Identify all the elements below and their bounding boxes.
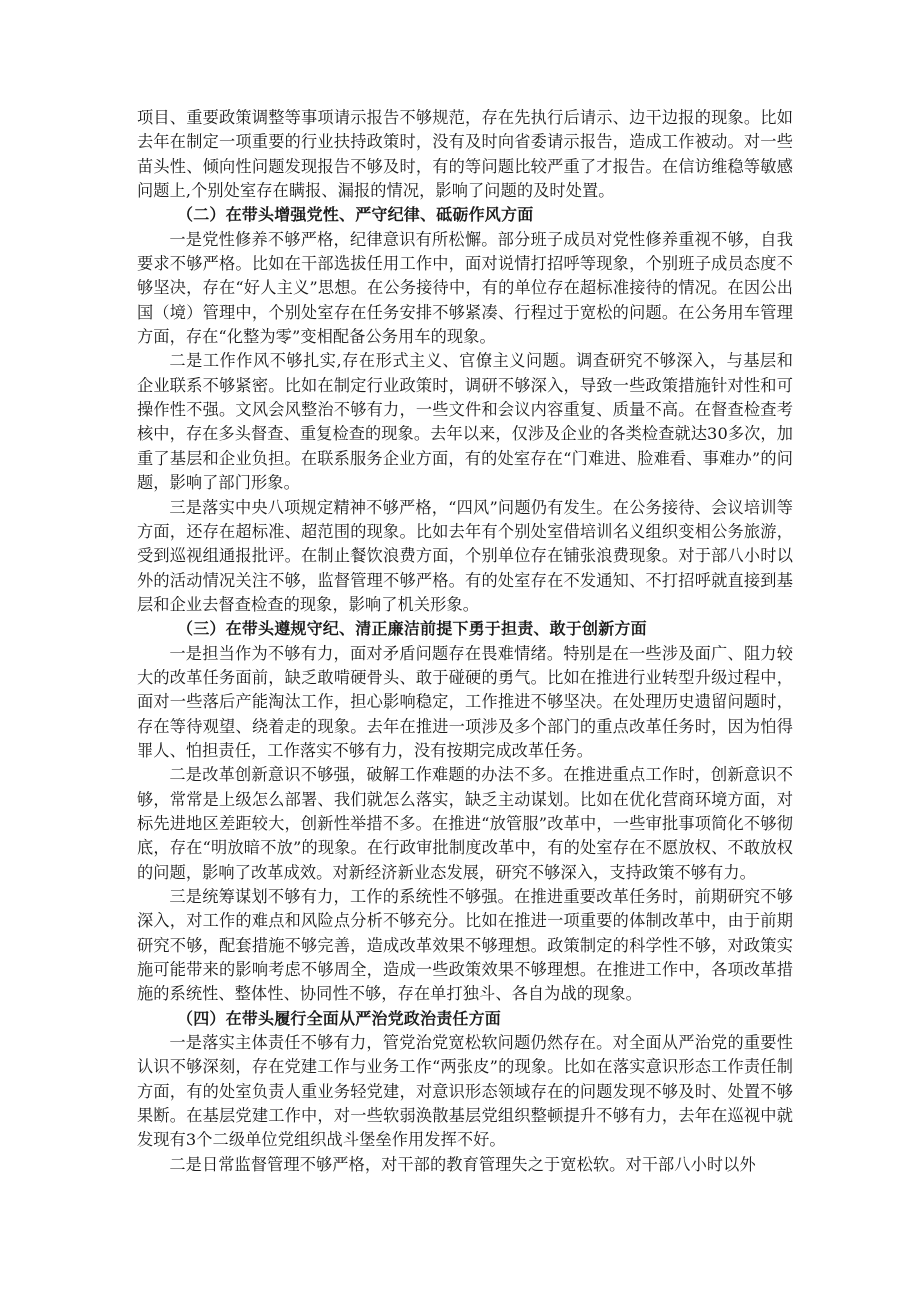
paragraph-2-2: 二是工作作风不够扎实,存在形式主义、官僚主义问题。调查研究不够深入，与基层和企业联系不够紧密。比如在制定行业政策时，调研不够深入，导致一些政策措施针对性和可操作性不强。文风会风整治不够有力，一些文件和会议内容重复、质量不高。在督查检查考核中，存在多头督查、重复检查的现象。去年以来，仅涉及企业的各类检查就达30多次，加重了基层和企业负担。在联系服务企业方面，有的处室存在“门难进、脸难看、事难办”的问题，影响了部门形象。 [137,351,794,493]
paragraph-3-3: 三是统筹谋划不够有力，工作的系统性不够强。在推进重要改革任务时，前期研究不够深入，对工作的难点和风险点分析不够充分。比如在推进一项重要的体制改革中，由于前期研究不够，配套措施不够完善，造成改革效果不够理想。政策制定的科学性不够，对政策实施可能带来的影响考虑不够周全，造成一些政策效果不够理想。在推进工作中，各项改革措施的系统性、整体性、协同性不够，存在单打独斗、各自为战的现象。 [137,887,793,1004]
paragraph-1: 项目、重要政策调整等事项请示报告不够规范，存在先执行后请示、边干边报的现象。比如去年在制定一项重要的行业扶持政策时，没有及时向省委请示报告，造成工作被动。对一些苗头性、倾向性问题发现报告不够及时，有的等问题比较严重了才报告。在信访维稳等敏感问题上,个别处室存在瞒报、漏报的情况，影响了问题的及时处置。 [137,108,793,201]
document-page [137,106,793,1177]
paragraph-3-2: 二是改革创新意识不够强，破解工作难题的办法不多。在推进重点工作时，创新意识不够，常常是上级怎么部署、我们就怎么落实，缺乏主动谋划。比如在优化营商环境方面，对标先进地区差距较大，创新性举措不多。在推进“放管服”改革中，一些审批事项简化不够彻底，存在“明放暗不放”的现象。在行政审批制度改革中，有的处室存在不愿放权、不敢放权的问题，影响了改革成效。对新经济新业态发展，研究不够深入，支持政策不够有力。 [137,765,793,882]
paragraph-2-1: 一是党性修养不够严格，纪律意识有所松懈。部分班子成员对党性修养重视不够，自我要求不够严格。比如在干部选拔任用工作中，面对说情打招呼等现象，个别班子成员态度不够坚决，存在“好人主义”思想。在公务接待中，有的单位存在超标准接待的情况。在因公出国（境）管理中，个别处室存在任务安排不够紧凑、行程过于宽松的问题。在公务用车管理方面，存在“化整为零”变相配备公务用车的现象。 [137,229,793,347]
section-heading-3: （三）在带头遵规守纪、清正廉洁前提下勇于担责、敢于创新方面 [177,619,647,639]
section-heading-4: （四）在带头履行全面从严治党政治责任方面 [177,1008,502,1028]
paragraph-4-2: 二是日常监督管理不够严格，对干部的教育管理失之于宽松软。对干部八小时以外 [169,1154,756,1174]
paragraph-4-1: 一是落实主体责任不够有力，管党治党宽松软问题仍然存在。对全面从严治党的重要性认识不够深刻，存在党建工作与业务工作“两张皮”的现象。比如在落实意识形态工作责任制方面，有的处室负责人重业务轻党建，对意识形态领域存在的问题发现不够及时、处置不够果断。在基层党建工作中，对一些软弱涣散基层党组织整顿提升不够有力，去年在巡视中就发现有3个二级单位党组织战斗堡垒作用发挥不好。 [137,1033,793,1150]
section-heading-2: （二）在带头增强党性、严守纪律、砥砺作风方面 [177,205,534,225]
paragraph-2-3: 三是落实中央八项规定精神不够严格，“四风”问题仍有发生。在公务接待、会议培训等方面，还存在超标准、超范围的现象。比如去年有个别处室借培训名义组织变相公务旅游，受到巡视组通报批评。在制止餐饮浪费方面，个别单位存在铺张浪费现象。对于部八小时以外的活动情况关注不够，监督管理不够严格。有的处室存在不发通知、不打招呼就直接到基层和企业去督查检查的现象，影响了机关形象。 [137,497,793,614]
paragraph-3-1: 一是担当作为不够有力，面对矛盾问题存在畏难情绪。特别是在一些涉及面广、阻力较大的改革任务面前，缺乏敢啃硬骨头、敢于碰硬的勇气。比如在推进行业转型升级过程中，面对一些落后产能淘汰工作，担心影响稳定，工作推进不够坚决。在处理历史遗留问题时，存在等待观望、绕着走的现象。去年在推进一项涉及多个部门的重点改革任务时，因为怕得罪人、怕担责任，工作落实不够有力，没有按期完成改革任务。 [137,643,793,760]
